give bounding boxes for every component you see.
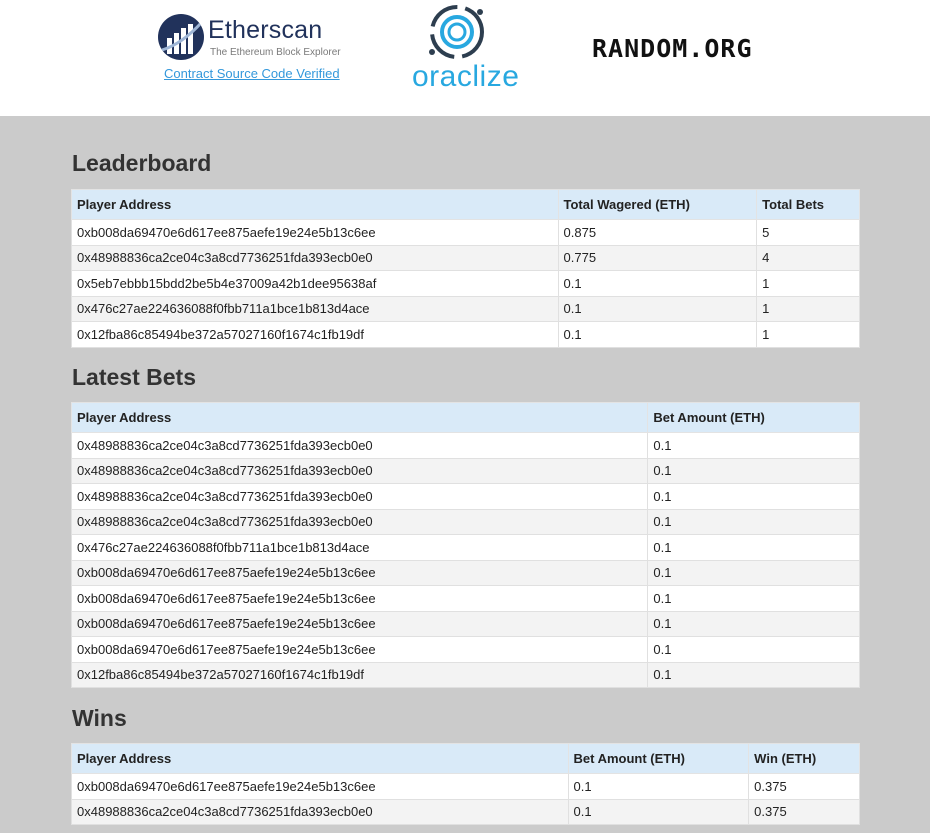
table-row: [72, 271, 860, 297]
player-address-cell: 0xb008da69470e6d617ee875aefe19e24e5b13c6ee: [72, 611, 648, 637]
player-address-cell: 0x48988836ca2ce04c3a8cd7736251fda393ecb0e0: [72, 433, 648, 459]
table-row: [72, 433, 860, 459]
player-address-cell: 0x476c27ae224636088f0fbb711a1bce1b813d4ace: [72, 535, 648, 561]
value-cell: 0.1: [648, 535, 860, 561]
value-cell: 4: [757, 245, 860, 271]
latest-bets-table: [71, 402, 860, 688]
player-address-cell: 0x12fba86c85494be372a57027160f1674c1fb19df: [72, 322, 559, 348]
table-row: [72, 220, 860, 246]
player-address-cell: 0x48988836ca2ce04c3a8cd7736251fda393ecb0e0: [72, 799, 569, 825]
value-cell: 0.1: [648, 611, 860, 637]
table-header-row: [72, 403, 860, 433]
value-cell: 1: [757, 271, 860, 297]
column-header: Win (ETH): [749, 744, 860, 774]
player-address-cell: 0x48988836ca2ce04c3a8cd7736251fda393ecb0e0: [72, 484, 648, 510]
column-header: Total Bets: [757, 190, 860, 220]
value-cell: 0.1: [648, 433, 860, 459]
player-address-cell: 0x48988836ca2ce04c3a8cd7736251fda393ecb0e0: [72, 458, 648, 484]
player-address-cell: 0xb008da69470e6d617ee875aefe19e24e5b13c6ee: [72, 637, 648, 663]
value-cell: 0.1: [648, 484, 860, 510]
etherscan-subtitle: The Ethereum Block Explorer: [210, 47, 341, 58]
column-header: Total Wagered (ETH): [558, 190, 757, 220]
table-row: [72, 611, 860, 637]
value-cell: 0.875: [558, 220, 757, 246]
table-header-row: [72, 190, 860, 220]
latest-bets-title: Latest Bets: [72, 364, 196, 390]
value-cell: 0.1: [558, 322, 757, 348]
value-cell: 0.375: [749, 799, 860, 825]
player-address-cell: 0xb008da69470e6d617ee875aefe19e24e5b13c6ee: [72, 774, 569, 800]
leaderboard-title: Leaderboard: [72, 150, 212, 176]
player-address-cell: 0x5eb7ebbb15bdd2be5b4e37009a42b1dee95638af: [72, 271, 559, 297]
wins-title: Wins: [72, 705, 127, 731]
value-cell: 1: [757, 322, 860, 348]
column-header: Player Address: [72, 744, 569, 774]
player-address-cell: 0x476c27ae224636088f0fbb711a1bce1b813d4ace: [72, 296, 559, 322]
wins-table: [71, 743, 860, 825]
value-cell: 0.1: [648, 560, 860, 586]
value-cell: 0.1: [648, 458, 860, 484]
table-row: [72, 509, 860, 535]
table-row: [72, 560, 860, 586]
value-cell: 0.1: [558, 271, 757, 297]
table-row: [72, 296, 860, 322]
column-header: Player Address: [72, 190, 559, 220]
column-header: Player Address: [72, 403, 648, 433]
value-cell: 0.1: [648, 586, 860, 612]
table-row: [72, 458, 860, 484]
table-row: [72, 662, 860, 688]
table-row: [72, 245, 860, 271]
player-address-cell: 0xb008da69470e6d617ee875aefe19e24e5b13c6ee: [72, 560, 648, 586]
etherscan-title: Etherscan: [208, 16, 323, 44]
column-header: Bet Amount (ETH): [568, 744, 749, 774]
etherscan-chart-icon: [158, 14, 204, 60]
oraclize-logo[interactable]: [410, 4, 526, 100]
value-cell: 0.1: [648, 662, 860, 688]
value-cell: 0.1: [648, 637, 860, 663]
table-row: [72, 799, 860, 825]
value-cell: 5: [757, 220, 860, 246]
player-address-cell: 0x48988836ca2ce04c3a8cd7736251fda393ecb0e0: [72, 245, 559, 271]
etherscan-logo[interactable]: [158, 10, 348, 90]
player-address-cell: 0x12fba86c85494be372a57027160f1674c1fb19df: [72, 662, 648, 688]
header-bar: [0, 0, 930, 116]
contract-verified-link[interactable]: Contract Source Code Verified: [164, 66, 340, 81]
player-address-cell: 0xb008da69470e6d617ee875aefe19e24e5b13c6ee: [72, 220, 559, 246]
table-row: [72, 535, 860, 561]
value-cell: 0.1: [568, 799, 749, 825]
player-address-cell: 0xb008da69470e6d617ee875aefe19e24e5b13c6ee: [72, 586, 648, 612]
leaderboard-table: [71, 189, 860, 348]
table-header-row: [72, 744, 860, 774]
value-cell: 0.375: [749, 774, 860, 800]
oraclize-wordmark: oraclize: [412, 60, 520, 93]
table-row: [72, 637, 860, 663]
value-cell: 1: [757, 296, 860, 322]
value-cell: 0.775: [558, 245, 757, 271]
random-org-logo[interactable]: RANDOM.ORG: [592, 34, 753, 63]
value-cell: 0.1: [568, 774, 749, 800]
value-cell: 0.1: [558, 296, 757, 322]
table-row: [72, 322, 860, 348]
oraclize-circuit-icon: [410, 4, 526, 64]
table-row: [72, 774, 860, 800]
value-cell: 0.1: [648, 509, 860, 535]
column-header: Bet Amount (ETH): [648, 403, 860, 433]
player-address-cell: 0x48988836ca2ce04c3a8cd7736251fda393ecb0e0: [72, 509, 648, 535]
table-row: [72, 484, 860, 510]
table-row: [72, 586, 860, 612]
